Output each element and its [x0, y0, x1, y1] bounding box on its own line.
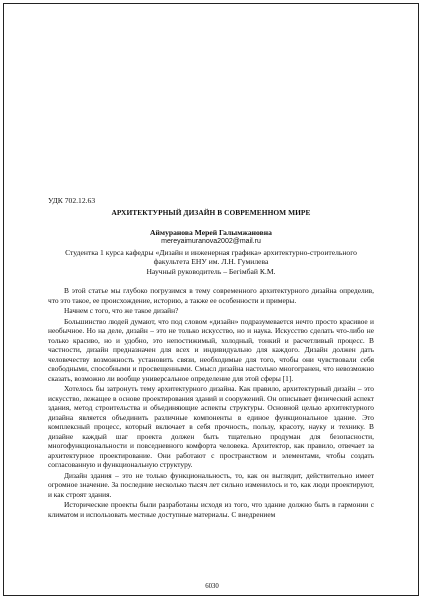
scientific-advisor: Научный руководитель – Бегімбай К.М.	[146, 266, 276, 276]
author-name: Аймуранова Мерей Галымжановна	[150, 228, 272, 237]
article-title: АРХИТЕКТУРНЫЙ ДИЗАЙН В СОВРЕМЕННОМ МИРЕ	[111, 208, 311, 217]
paragraph-historical-projects: Исторические проекты были разработаны исходя из того, что здание должно быть в гармонии с климатом и использовать местные доступные материалы. С внедрением	[48, 500, 374, 519]
article-body	[48, 286, 374, 519]
paragraph-intro: В этой статье мы глубоко погрузимся в тему современного архитектурного дизайна определив, что это такое, ее происхождение, историю, а также ее особенности и примеры.	[48, 286, 374, 305]
paragraph-design-definition: Большинство людей думают, что под словом «дизайн» подразумевается нечто просто красивое и необычное. Но на деле, дизайн – это не только искусство, но и наука. Искусство сделать что-либо не только красиво, но и удобно, это непостижимый, холодный, тонкий и расчетливый процесс. В частности, дизайн предназначен для всех и индивидуально для каждого. Дизайн должен дать человечеству возможность установить связи, необходимые для того, чтобы они чувствовали себя свободными, способными и просвещенными. Смысл дизайна настолько многогранен, что невозможно сказать, возможно ли вообще универсальное определение для этой сферы [1].	[48, 316, 374, 383]
paragraph-building-design: Дизайн здания – это не только функциональность, то, как он выглядит, действительно имеет огромное значение. За последние несколько тысяч лет сильно изменилось и то, как люди проектируют, и как строят здания.	[48, 470, 374, 499]
paragraph-architectural-design: Хотелось бы затронуть тему архитектурного дизайна. Как правило, архитектурный дизайн – это искусство, лежащее в основе проектирования зданий и сооружений. Он описывает физический аспект здания, метод строительства и объединяющие аспекты структуры. Основной целью архитектурного дизайна является объединить различные компоненты в единое функциональное здание. Это комплексный процесс, который включает в себя прочность, пользу, красоту, науку и технику. В дизайне каждый шаг проекта должен быть тщательно продуман для безопасности, многофункциональности и повседневного комфорта человека. Архитектор, как правило, отвечает за архитектурное проектирование. Они работают с пространством и элементами, чтобы создать согласованную и функциональную структуру.	[48, 384, 374, 470]
article	[48, 196, 374, 520]
paragraph-question: Начнем с того, что же такое дизайн?	[64, 306, 179, 316]
author-affiliation-line2: факультета ЕНУ им. Л.Н. Гумилева	[153, 257, 269, 267]
udk-code: УДК 702.12.63	[48, 196, 96, 205]
author-affiliation-line1: Студентка 1 курса кафедры «Дизайн и инженерная графика» архитектурно-строительного	[65, 247, 357, 257]
author-email: mereyaimuranova2002@mail.ru	[161, 238, 261, 246]
page-number: 6030	[205, 583, 219, 590]
